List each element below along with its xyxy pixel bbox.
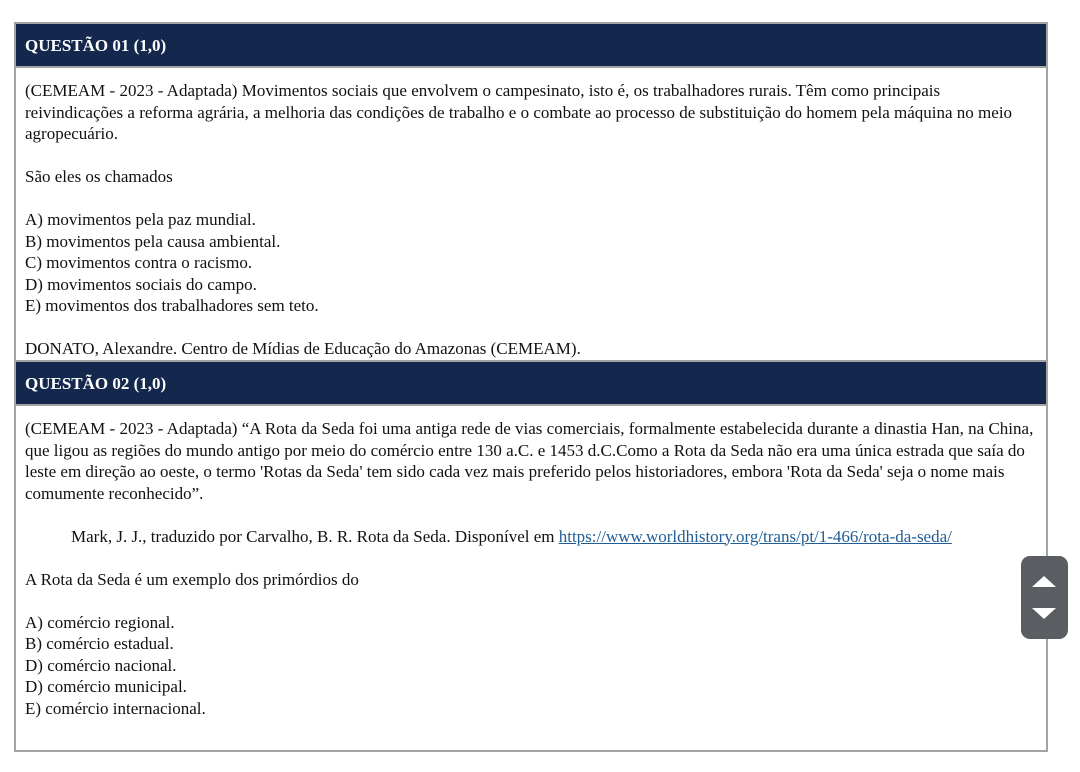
question-sheet: [14, 22, 1048, 752]
question-2-statement: (CEMEAM - 2023 - Adaptada) “A Rota da Seda foi uma antiga rede de vias comerciais, formalmente estabelecida durante a dinastia Han, na China, que ligou as regiões do mundo antigo por meio do comércio entre 130 a.C. e 1453 d.C.Como a Rota da Seda não era uma única estrada que saía do leste em direção ao oeste, o termo 'Rotas da Seda' tem sido cada vez mais preferido pelos historiadores, embora 'Rota da Seda' seja o nome mais comumente reconhecido”.: [25, 419, 1034, 503]
question-1-header: QUESTÃO 01 (1,0): [16, 24, 1046, 68]
question-2-option-e[interactable]: E) comércio internacional.: [25, 698, 206, 718]
question-2-reference: [25, 526, 1037, 548]
question-2-body: [16, 406, 1046, 719]
question-2-option-a[interactable]: A) comércio regional.: [25, 612, 175, 632]
scroll-up-icon[interactable]: [1032, 576, 1056, 587]
question-1-body: [16, 68, 1046, 360]
question-2-option-d[interactable]: D) comércio municipal.: [25, 677, 187, 696]
scroll-control: [1021, 556, 1068, 639]
question-1-statement: (CEMEAM - 2023 - Adaptada) Movimentos sociais que envolvem o campesinato, isto é, os trabalhadores rurais. Têm como principais reivindicações a reforma agrária, a melhoria das condições de trabalho e o combate ao processo de substituição do homem pela máquina no meio agropecuário.: [25, 81, 1013, 143]
question-1-option-d[interactable]: D) movimentos sociais do campo.: [25, 274, 257, 294]
question-1-source: DONATO, Alexandre. Centro de Mídias de Educação do Amazonas (CEMEAM).: [25, 339, 581, 358]
question-2-prompt: A Rota da Seda é um exemplo dos primórdios do: [25, 569, 359, 589]
scroll-down-icon[interactable]: [1032, 608, 1056, 619]
question-1-prompt: São eles os chamados: [25, 167, 173, 186]
question-1-option-a[interactable]: A) movimentos pela paz mundial.: [25, 210, 256, 229]
question-1-option-b[interactable]: B) movimentos pela causa ambiental.: [25, 231, 281, 251]
question-2-header: QUESTÃO 02 (1,0): [16, 360, 1046, 406]
reference-text: Mark, J. J., traduzido por Carvalho, B. R. Rota da Seda. Disponível em: [71, 526, 555, 546]
question-1-option-c[interactable]: C) movimentos contra o racismo.: [25, 253, 253, 272]
reference-link[interactable]: https://www.worldhistory.org/trans/pt/1-466/rota-da-seda/: [558, 526, 952, 546]
question-2-option-c[interactable]: D) comércio nacional.: [25, 655, 177, 675]
question-1-option-e[interactable]: E) movimentos dos trabalhadores sem teto.: [25, 296, 319, 315]
question-2-option-b[interactable]: B) comércio estadual.: [25, 634, 174, 653]
